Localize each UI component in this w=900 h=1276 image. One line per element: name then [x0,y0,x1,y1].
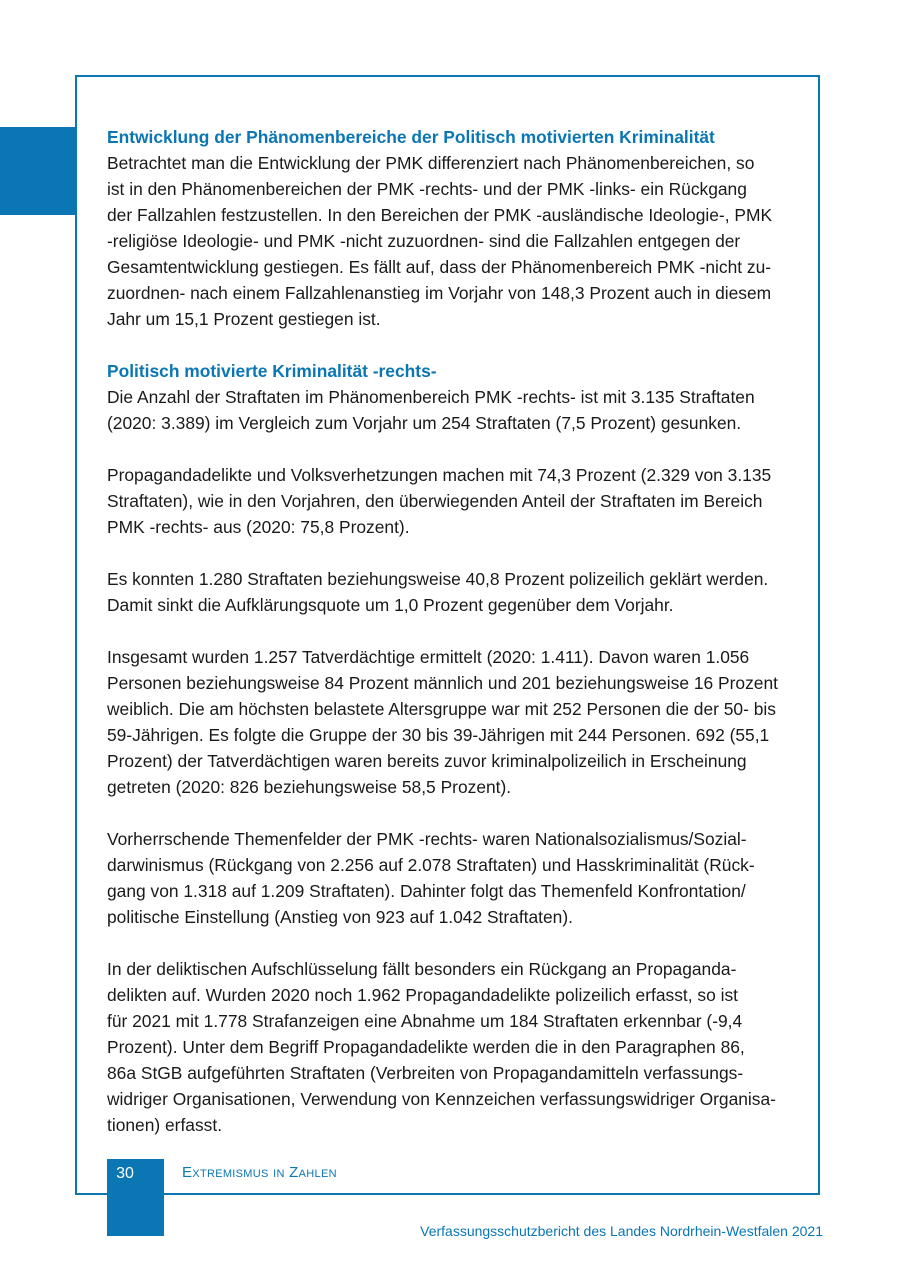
footer-text: Verfassungsschutzbericht des Landes Nordrhein-Westfalen 2021 [420,1223,823,1239]
section-pmk-rechts [107,358,797,1138]
side-tab-marker [0,127,77,215]
section-heading: Entwicklung der Phänomenbereiche der Politisch motivierten Kriminalität [107,127,715,147]
section-phenomena [107,124,797,332]
paragraph: Betrachtet man die Entwicklung der PMK differenziert nach Phänomenbereichen, so ist in den Phänomenbereichen der PMK -rechts- und der PMK -links- ein Rückgang der Fallzahlen festzustellen. In den Bereichen der PMK -ausländische Ideologie-, PMK -religiöse Ideologie- und PMK -nicht zuzuordnen- sind die Fallzahlen entgegen der Gesamtentwicklung gestiegen. Es fällt auf, dass der Phänomenbereich PMK -nicht zu- zuordnen- nach einem Fallzahlenanstieg im Vorjahr von 148,3 Prozent auch in diesem Jahr um 15,1 Prozent gestiegen ist. [107,153,773,329]
section-heading: Politisch motivierte Kriminalität -rechts- [107,361,437,381]
paragraph: Propagandadelikte und Volksverhetzungen machen mit 74,3 Prozent (2.329 von 3.135 Straftaten), wie in den Vorjahren, den überwiegenden Anteil der Straftaten im Bereich PMK -rechts- aus (2020: 75,8 Prozent). [107,465,772,537]
paragraph: Insgesamt wurden 1.257 Tatverdächtige ermittelt (2020: 1.411). Davon waren 1.056 Personen beziehungsweise 84 Prozent männlich und 201 beziehungsweise 16 Prozent weiblich. Die am höchsten belastete Altersgruppe war mit 252 Personen die der 50- bis 59-Jährigen. Es folgte die Gruppe der 30 bis 39-Jährigen mit 244 Personen. 692 (55,1 Prozent) der Tatverdächtigen waren bereits zuvor kriminalpolizeilich in Erscheinung getreten (2020: 826 beziehungsweise 58,5 Prozent). [107,647,778,797]
page-number: 30 [116,1165,134,1182]
running-title: Extremismus in Zahlen [182,1164,337,1181]
paragraph: Die Anzahl der Straftaten im Phänomenbereich PMK -rechts- ist mit 3.135 Straftaten (2020: 3.389) im Vergleich zum Vorjahr um 254 Straftaten (7,5 Prozent) gesunken. [107,387,755,433]
page-number-box [107,1159,164,1236]
paragraph: Vorherrschende Themenfelder der PMK -rechts- waren Nationalsozialismus/Sozial- darwinismus (Rückgang von 2.256 auf 2.078 Straftaten) und Hasskriminalität (Rück- gang von 1.318 auf 1.209 Straftaten). Dahinter folgt das Themenfeld Konfrontation/ politische Einstellung (Anstieg von 923 auf 1.042 Straftaten). [107,829,755,927]
main-content [107,124,797,1164]
paragraph: Es konnten 1.280 Straftaten beziehungsweise 40,8 Prozent polizeilich geklärt werden. Damit sinkt die Aufklärungsquote um 1,0 Prozent gegenüber dem Vorjahr. [107,569,769,615]
paragraph: In der deliktischen Aufschlüsselung fällt besonders ein Rückgang an Propaganda- delikten auf. Wurden 2020 noch 1.962 Propagandadelikte polizeilich erfasst, so ist für 2021 mit 1.778 Strafanzeigen eine Abnahme um 184 Straftaten erkennbar (-9,4 Prozent). Unter dem Begriff Propagandadelikte werden die in den Paragraphen 86, 86a StGB aufgeführten Straftaten (Verbreiten von Propagandamitteln verfassungs- widriger Organisationen, Verwendung von Kennzeichen verfassungswidriger Organisa- tionen) erfasst. [107,959,776,1135]
